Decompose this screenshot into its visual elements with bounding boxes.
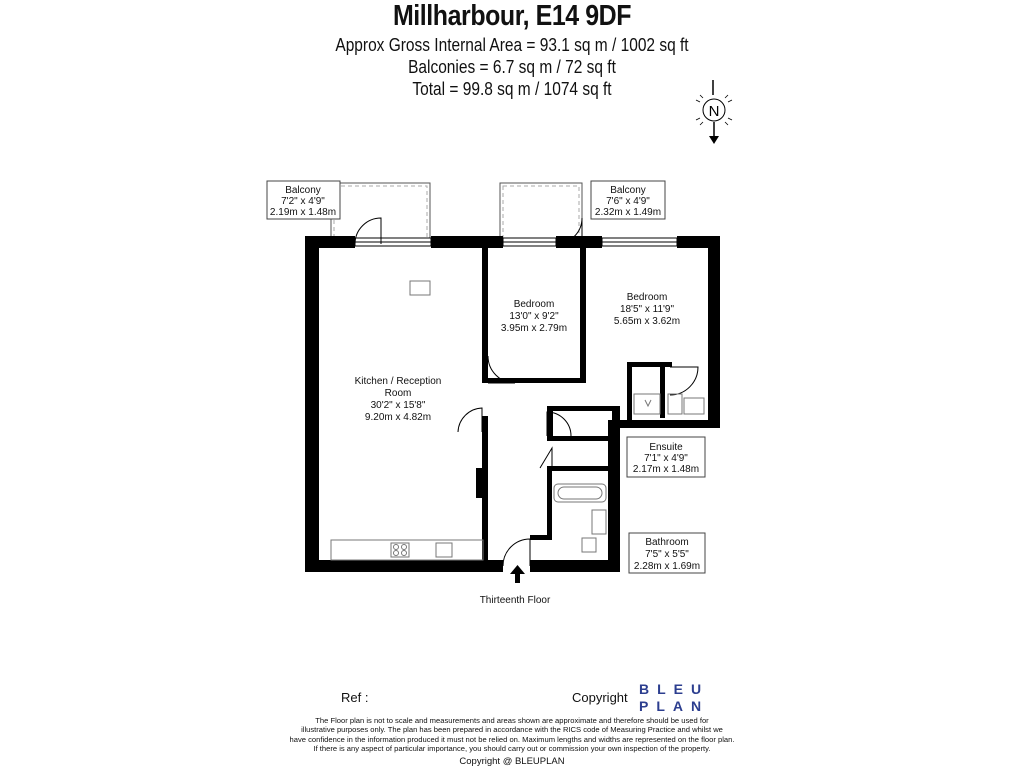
floor-label: Thirteenth Floor xyxy=(479,595,551,606)
bedroom-1-metric: 3.95m x 2.79m xyxy=(500,323,568,334)
kitchen-metric: 9.20m x 4.82m xyxy=(364,412,432,423)
ensuite-metric: 2.17m x 1.48m xyxy=(632,464,700,475)
subtitle-total: Total = 99.8 sq m / 1074 sq ft xyxy=(412,79,612,99)
balcony-right-imperial: 7'6" x 4'9" xyxy=(606,196,650,207)
balcony-right-metric: 2.32m x 1.49m xyxy=(594,207,662,218)
bathroom-imperial: 7'5" x 5'5" xyxy=(645,549,689,560)
disclaimer-line-1: The Floor plan is not to scale and measurements and areas shown are approximate and therefore should be used for xyxy=(315,716,709,725)
balcony-left-imperial: 7'2" x 4'9" xyxy=(281,196,325,207)
bathroom-name: Bathroom xyxy=(645,537,689,548)
bedroom-2-name: Bedroom xyxy=(626,292,668,303)
kitchen-name-line2: Room xyxy=(384,388,412,399)
logo-line-2: PLAN xyxy=(639,698,710,714)
balcony-right-name: Balcony xyxy=(610,185,646,196)
bathroom-metric: 2.28m x 1.69m xyxy=(633,561,701,572)
ensuite-name: Ensuite xyxy=(649,442,683,453)
interior-walls xyxy=(476,236,672,561)
disclaimer-line-4: If there is any aspect of particular importance, you should carry out or commission your own inspection of the property. xyxy=(313,743,711,753)
compass-label: N xyxy=(708,103,720,120)
page-title: Millharbour, E14 9DF xyxy=(392,0,632,32)
balcony-left-metric: 2.19m x 1.48m xyxy=(269,207,337,218)
ensuite-imperial: 7'1" x 4'9" xyxy=(644,453,688,464)
subtitle-gross-area: Approx Gross Internal Area = 93.1 sq m / 1002 sq ft xyxy=(335,35,689,55)
bedroom-2-metric: 5.65m x 3.62m xyxy=(613,316,681,327)
bedroom-1-imperial: 13'0" x 9'2" xyxy=(509,311,559,322)
kitchen-name-line1: Kitchen / Reception xyxy=(354,376,442,387)
balcony-left-name: Balcony xyxy=(285,185,321,196)
subtitle-balconies: Balconies = 6.7 sq m / 72 sq ft xyxy=(408,57,616,77)
kitchen-imperial: 30'2" x 15'8" xyxy=(370,400,426,411)
disclaimer-line-3: have confidence in the information produced it must not be relied on. Maximum lengths and widths are represented on the floor plan. xyxy=(289,734,735,744)
copyright-label: Copyright xyxy=(572,690,628,705)
bedroom-2-imperial: 18'5" x 11'9" xyxy=(619,304,675,315)
ref-label: Ref : xyxy=(341,690,369,705)
disclaimer xyxy=(262,716,762,753)
copyright-line: Copyright @ BLEUPLAN xyxy=(459,756,565,767)
bedroom-1-name: Bedroom xyxy=(513,299,555,310)
disclaimer-line-2: illustrative purposes only. The plan has been prepared in accordance with the RICS code of Measuring Practice and whilst we xyxy=(301,725,723,735)
logo-line-1: BLEU xyxy=(639,681,710,697)
exterior-walls xyxy=(305,236,720,572)
north-compass-icon xyxy=(696,80,732,144)
bleuplan-logo xyxy=(639,681,709,715)
entrance-arrow-icon xyxy=(510,565,525,583)
